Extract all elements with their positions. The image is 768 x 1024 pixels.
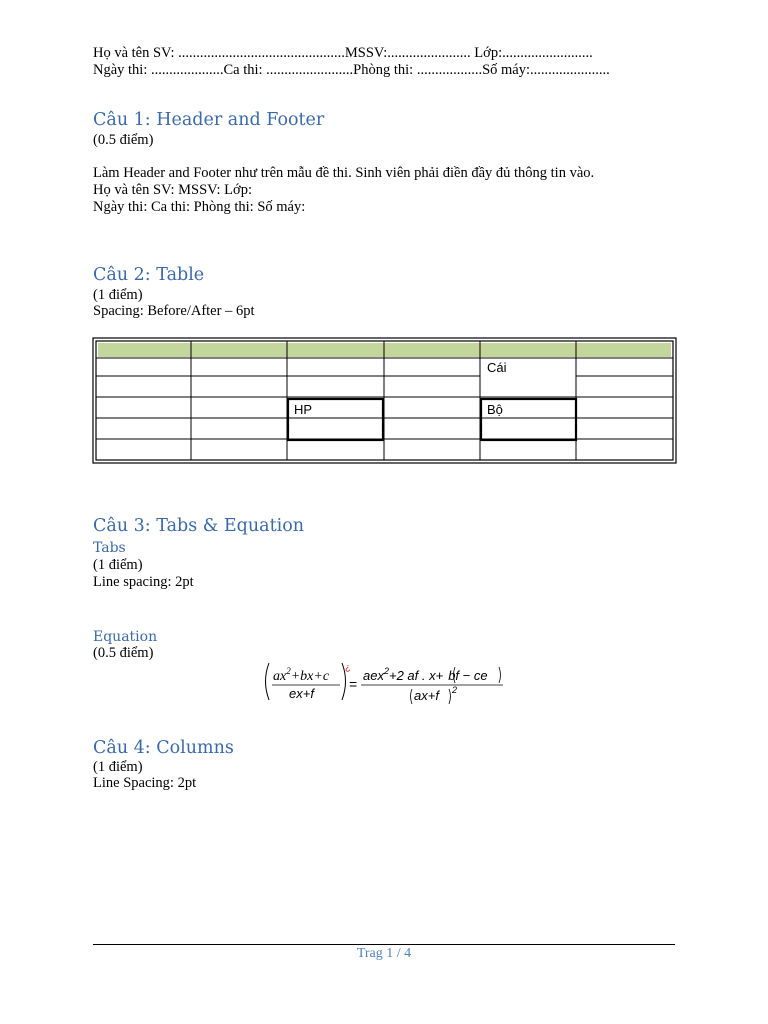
- footer-rule: [93, 944, 675, 945]
- rhs-denominator: ax+f: [414, 688, 439, 703]
- q1-points: (0.5 điểm): [93, 132, 154, 148]
- q1-line-2: Họ và tên SV: MSSV: Lớp:: [93, 182, 252, 198]
- q3-tabs-points: (1 điểm): [93, 557, 143, 573]
- q1-heading: Câu 1: Header and Footer: [93, 110, 325, 130]
- q3-heading: Câu 3: Tabs & Equation: [93, 516, 304, 536]
- q3-tabs-spacing: Line spacing: 2pt: [93, 574, 194, 590]
- lhs-numerator: $ax^2+bx+c$: [273, 666, 330, 684]
- header-line-2: Ngày thi: ....................Ca thi: ........................Phòng thi: ..................Số máy:......................: [93, 62, 610, 78]
- q4-heading: Câu 4: Columns: [93, 738, 234, 758]
- equals-sign: =: [349, 676, 358, 692]
- rhs-den-open-paren: [411, 689, 413, 704]
- q2-heading: Câu 2: Table: [93, 265, 205, 285]
- q3-tabs-subheading: Tabs: [93, 540, 126, 556]
- q3-equation-subheading: Equation: [93, 629, 158, 645]
- q1-line-3: Ngày thi: Ca thi: Phòng thi: Số máy:: [93, 199, 306, 215]
- rhs-numerator: aex$^2$+2 af . x+ bf − ce: [363, 666, 488, 683]
- rhs-num-close-paren: [499, 667, 501, 683]
- q4-spacing: Line Spacing: 2pt: [93, 775, 197, 791]
- table-cell-hp: HP: [294, 402, 313, 417]
- rhs-den-close-paren: [449, 689, 451, 704]
- rhs-den-exponent: 2: [452, 685, 458, 695]
- header-line-1: Họ và tên SV: ..............................................MSSV:....................... Lớp:.........................: [93, 45, 593, 61]
- equation: [260, 658, 510, 708]
- equation-marker: ¿: [345, 662, 351, 672]
- q2-points: (1 điểm): [93, 287, 143, 303]
- table-cell-bo: Bộ: [487, 402, 503, 417]
- table-cell-cai: Cái: [487, 360, 507, 375]
- footer-page-number: Trag 1 / 4: [356, 946, 412, 961]
- lhs-denominator: ex+f: [289, 686, 314, 701]
- q4-points: (1 điểm): [93, 759, 143, 775]
- q3-equation-points: (0.5 điểm): [93, 645, 154, 661]
- q1-instruction: Làm Header and Footer như trên mẫu đề thi. Sinh viên phải điền đầy đủ thông tin vào.: [93, 165, 595, 181]
- q2-spacing: Spacing: Before/After – 6pt: [93, 303, 255, 319]
- left-paren: [266, 663, 270, 700]
- sample-table: [90, 335, 680, 467]
